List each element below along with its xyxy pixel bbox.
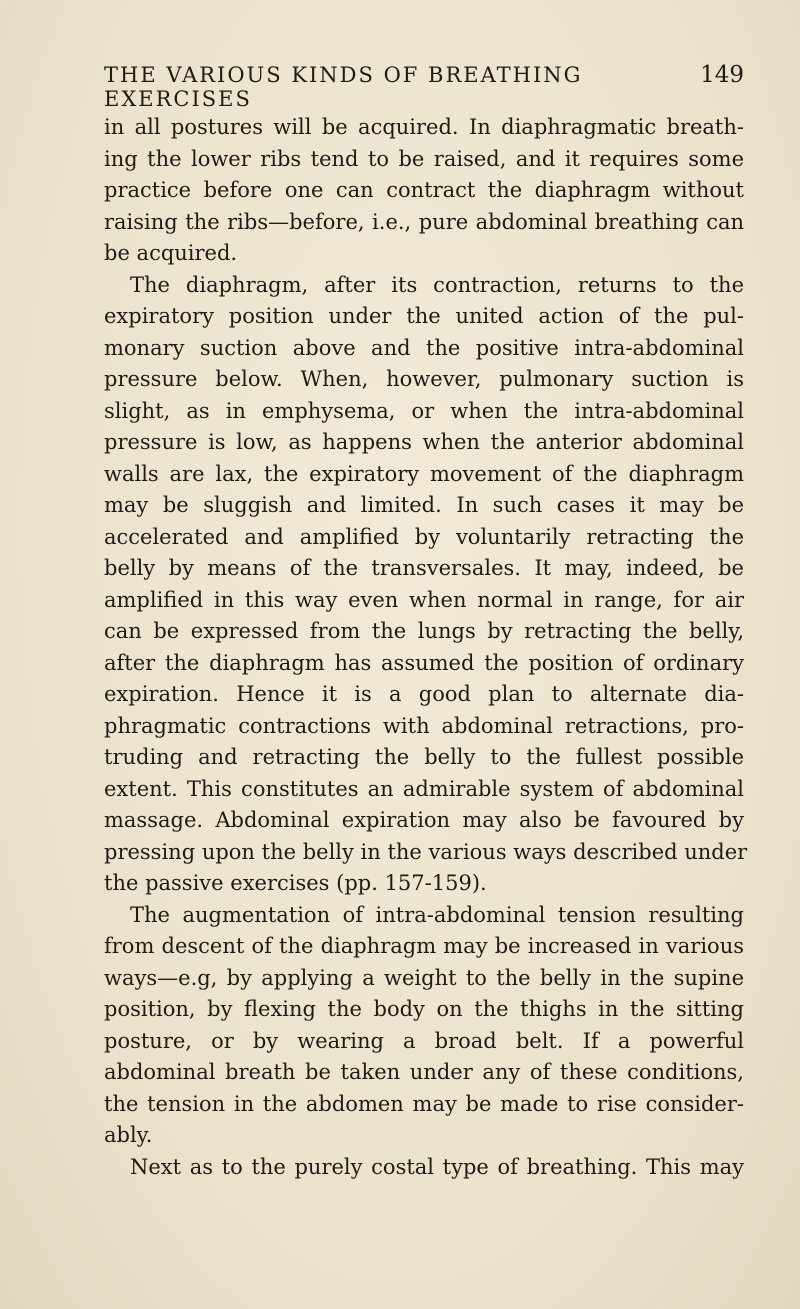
- text-line: after the diaphragm has assumed the position of ordinary: [104, 650, 744, 675]
- text-line: pressing upon the belly in the various ways described under: [104, 839, 748, 864]
- running-head: [104, 62, 744, 111]
- text-line: pressure below. When, however, pulmonary suction is: [104, 367, 744, 391]
- text-line: expiration. Hence it is a good plan to alternate dia-: [104, 682, 744, 706]
- text-line: truding and retracting the belly to the fullest possible: [104, 745, 744, 769]
- text-line: The diaphragm, after its contraction, returns to the: [130, 272, 744, 297]
- page-number: 149: [700, 62, 744, 88]
- body-text: [104, 112, 748, 1183]
- text-line: may be sluggish and limited. In such cases it may be: [104, 493, 744, 517]
- text-line: ably.: [104, 1123, 153, 1147]
- text-line: from descent of the diaphragm may be increased in various: [104, 934, 744, 958]
- text-line: monary suction above and the positive intra-abdominal: [104, 335, 744, 360]
- text-line: raising the ribs—before, i.e., pure abdominal breathing can: [104, 209, 744, 234]
- text-line: abdominal breath be taken under any of these conditions,: [104, 1060, 744, 1084]
- text-line: ing the lower ribs tend to be raised, and it requires some: [104, 146, 744, 171]
- text-line: phragmatic contractions with abdominal retractions, pro-: [104, 713, 744, 738]
- text-line: amplified in this way even when normal in range, for air: [104, 587, 744, 612]
- text-line: belly by means of the transversales. It may, indeed, be: [104, 556, 744, 580]
- running-head-title: THE VARIOUS KINDS OF BREATHING EXERCISES: [104, 63, 583, 111]
- text-line: can be expressed from the lungs by retracting the belly,: [104, 619, 744, 643]
- text-line: The augmentation of intra-abdominal tension resulting: [130, 902, 744, 927]
- text-line: extent. This constitutes an admirable system of abdominal: [104, 776, 744, 801]
- text-line: position, by flexing the body on the thighs in the sitting: [104, 997, 744, 1021]
- text-line: be acquired.: [104, 241, 238, 265]
- text-line: Next as to the purely costal type of breathing. This may: [130, 1154, 744, 1179]
- text-line: expiratory position under the united action of the pul-: [104, 304, 744, 328]
- text-line: ways—e.g, by applying a weight to the belly in the supine: [104, 965, 744, 990]
- text-line: the passive exercises (pp. 157-159).: [104, 871, 487, 895]
- text-line: massage. Abdominal expiration may also be favoured by: [104, 808, 744, 832]
- text-line: the tension in the abdomen may be made to rise consider-: [104, 1091, 744, 1116]
- text-line: walls are lax, the expiratory movement of the diaphragm: [104, 461, 744, 486]
- text-line: slight, as in emphysema, or when the intra-abdominal: [104, 398, 744, 423]
- text-line: accelerated and amplified by voluntarily retracting the: [104, 524, 744, 549]
- text-line: pressure is low, as happens when the anterior abdominal: [104, 430, 744, 454]
- text-line: practice before one can contract the diaphragm without: [104, 178, 744, 202]
- text-line: posture, or by wearing a broad belt. If a powerful: [104, 1028, 744, 1053]
- text-line: in all postures will be acquired. In diaphragmatic breath-: [104, 115, 744, 139]
